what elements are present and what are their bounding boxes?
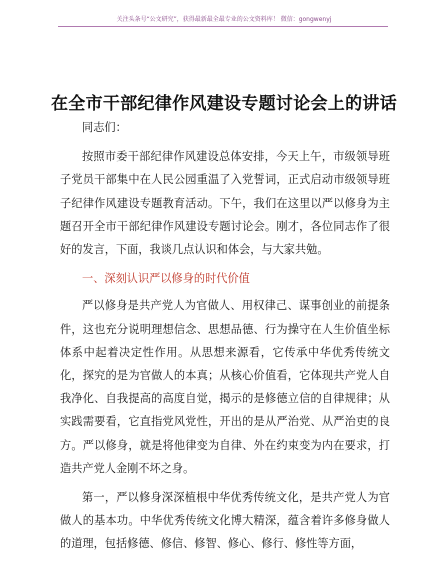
section-paragraph-2: 第一，严以修身深深植根中华优秀传统文化，是共产党人为官做人的基本功。中华优秀传统文化博大精深，蕴含着许多修身做人的道理，包括修德、修信、修智、修心、修行、修性等方面， <box>60 491 390 551</box>
intro-paragraph: 按照市委干部纪律作风建设总体安排，今天上午，市级领导班子党员干部集中在人民公园重温了入党誓词，正式启动市级领导班子纪律作风建设专题教育活动。下午，我们在这里以严以修身为主题召开全市干部纪律作风建设专题讨论会。刚才，各位同志作了很好的发言，下面，我谈几点认识和体会，与大家共勉。 <box>60 150 390 257</box>
header-note: 关注头条号“公文研究”，获得最新最全最专业的公文资料库！ 微信：gongwenyj <box>116 16 332 23</box>
document-body <box>60 116 390 562</box>
section-heading: 一、深刻认识严以修身的时代价值 <box>82 272 250 286</box>
header-rule <box>58 26 388 27</box>
salutation: 同志们： <box>82 121 127 134</box>
document-title: 在全市干部纪律作风建设专题讨论会上的讲话 <box>51 94 397 115</box>
section-paragraph-1: 严以修身是共产党人为官做人、用权律己、谋事创业的前提条件，这也充分说明理想信念、思想品德、行为操守在人生价值坐标体系中起着决定性作用。从思想来源看，它传承中华优秀传统文化，探究的是为官做人的本真；从核心价值看，它体现共产党人自我净化、自我提高的高度自觉，揭示的是修德立信的自律规律；从实践需要看，它直指党风党性，开出的是从严治党、从严治吏的良方。严以修身，就是将他律变为自律、外在约束变为内在要求，打造共产党人金刚不坏之身。 <box>60 299 390 475</box>
